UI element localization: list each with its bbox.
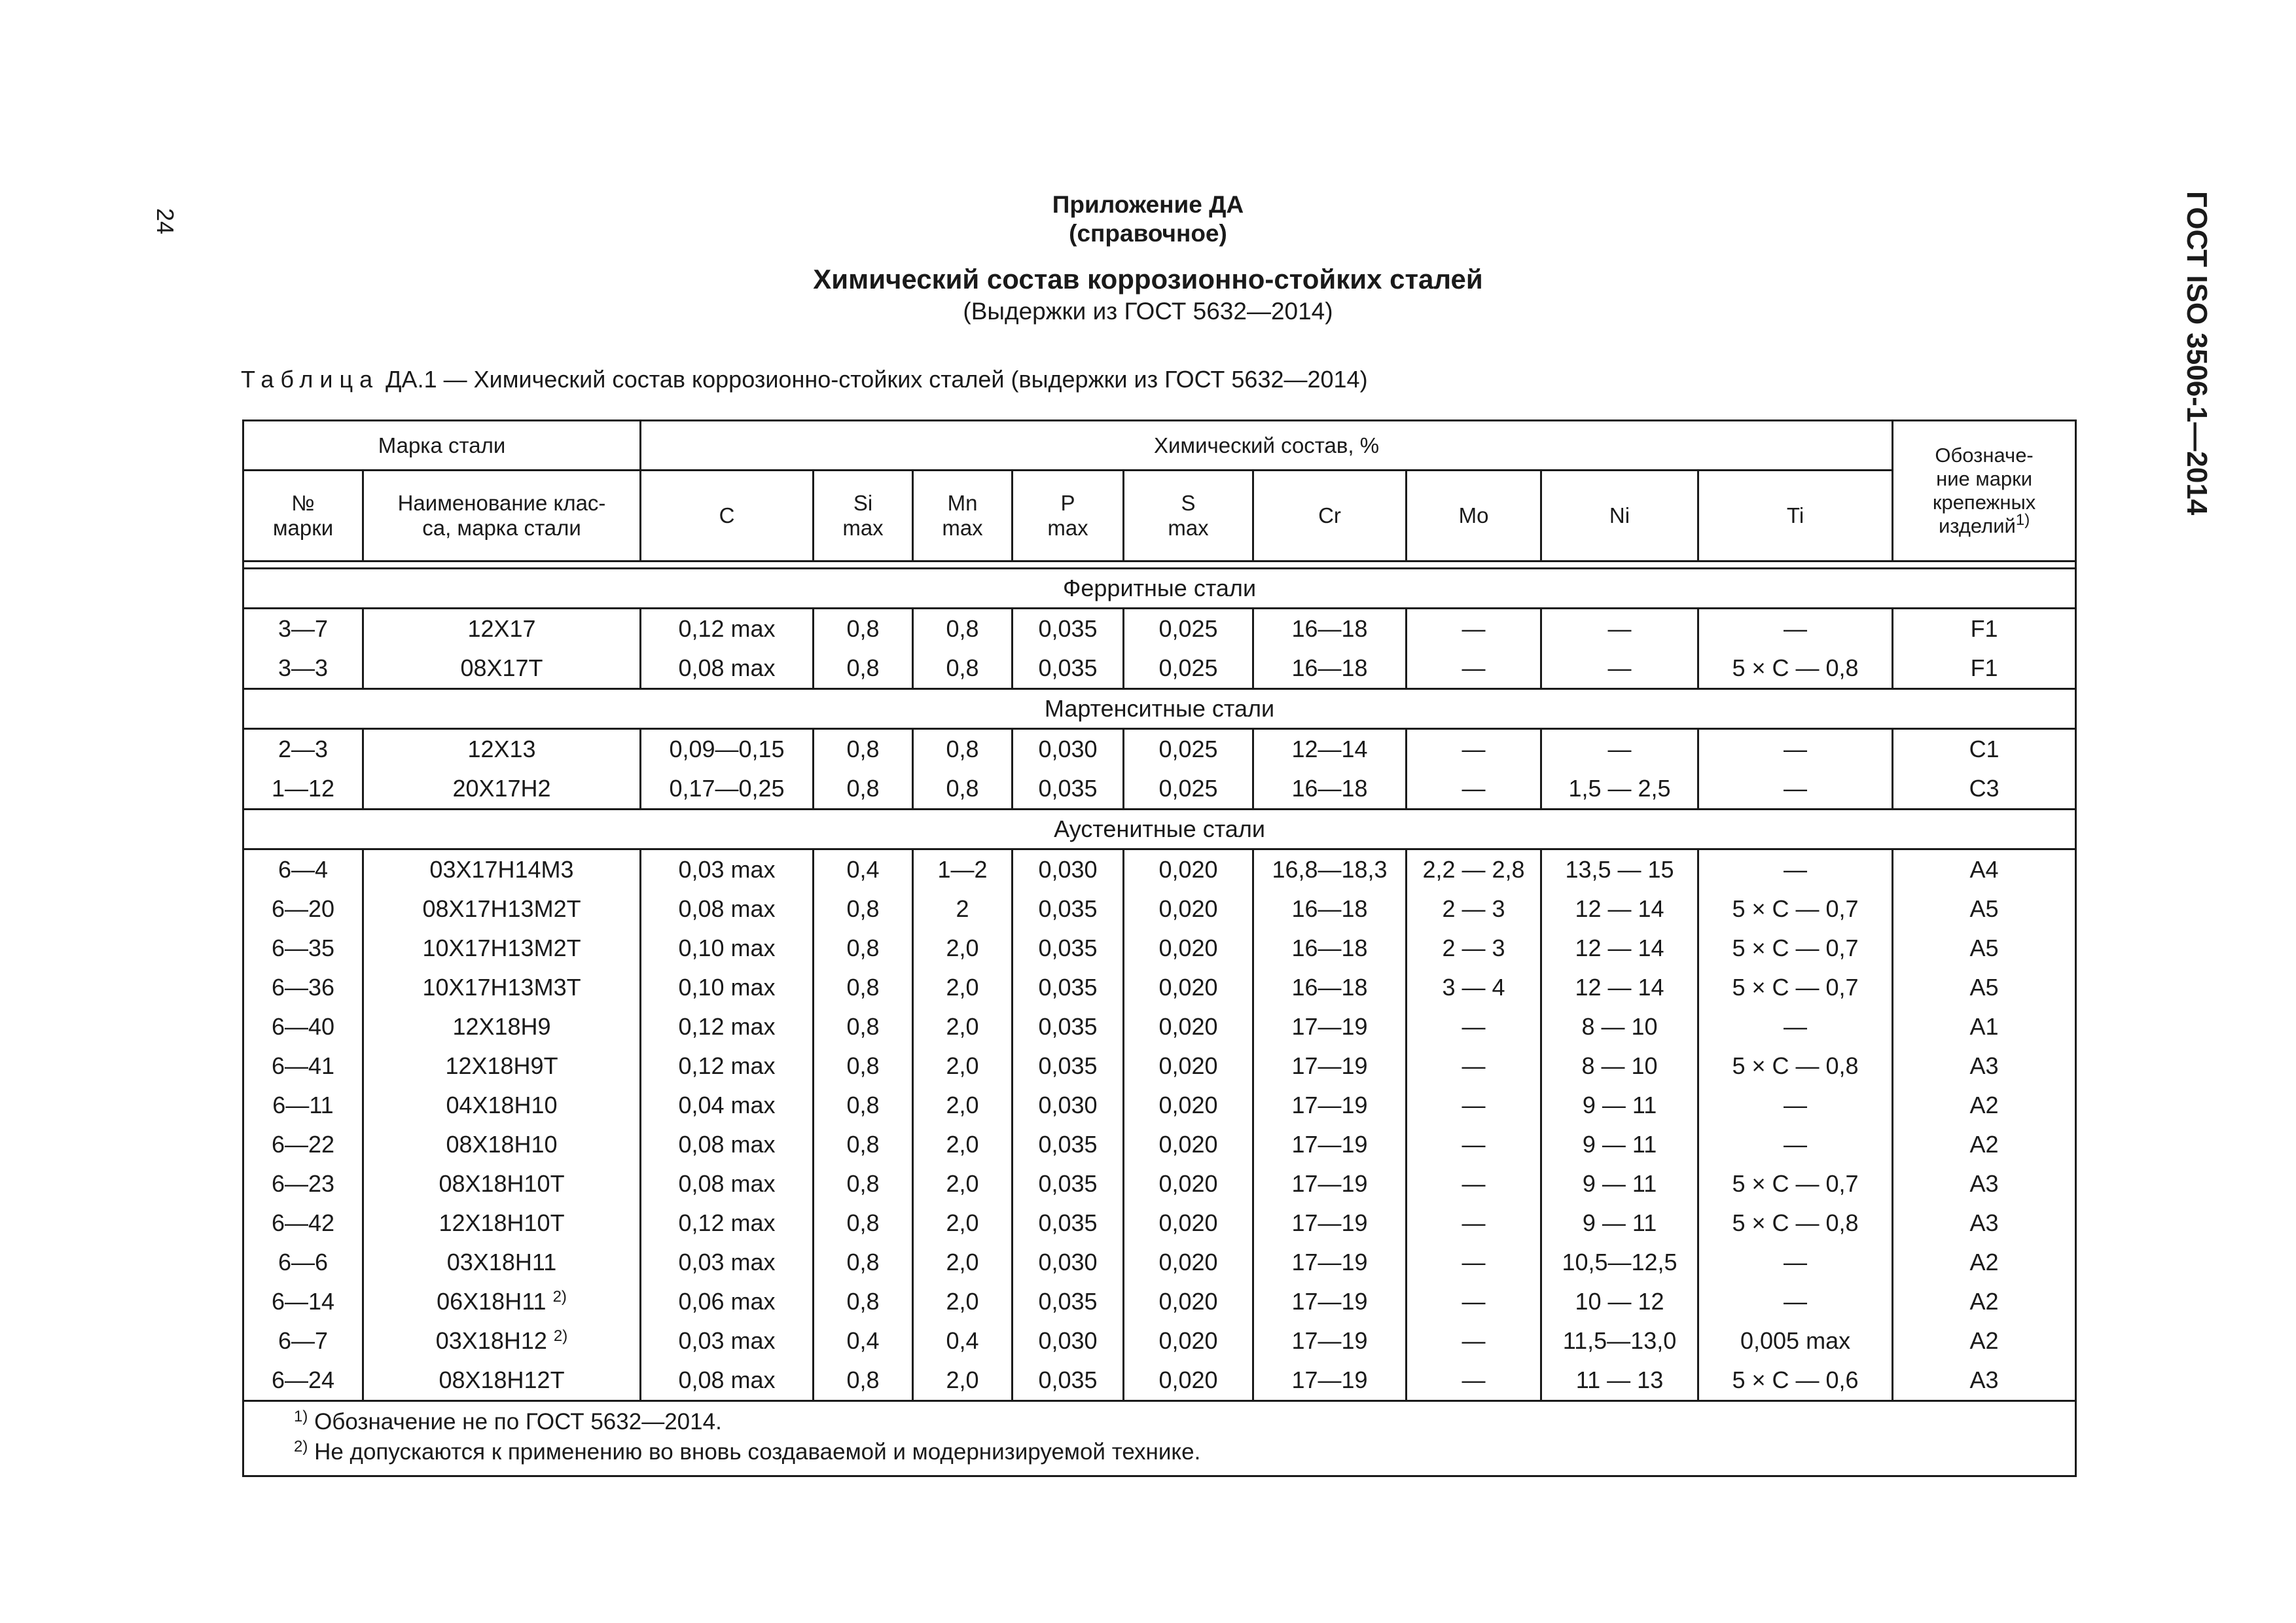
cell-si: 0,8 — [814, 1125, 913, 1164]
cell-grade: 10Х17Н13М2Т — [363, 929, 641, 968]
cell-mo: 2 — 3 — [1407, 929, 1541, 968]
table-row — [243, 1164, 2076, 1204]
appendix-title: Приложение ДА — [1052, 191, 1244, 218]
cell-ni: 8 — 10 — [1541, 1007, 1698, 1046]
table-caption-text: ДА.1 — Химический состав коррозионно-стойких сталей (выдержки из ГОСТ 5632—2014) — [386, 366, 1368, 393]
cell-p: 0,030 — [1013, 1243, 1124, 1282]
cell-designation: A3 — [1893, 1204, 2076, 1243]
cell-ni: 10,5—12,5 — [1541, 1243, 1698, 1282]
cell-s: 0,020 — [1124, 1321, 1253, 1361]
appendix-type: (справочное) — [1069, 220, 1227, 247]
cell-ti: — — [1698, 1125, 1893, 1164]
cell-ni: 9 — 11 — [1541, 1125, 1698, 1164]
cell-grade: 08Х18Н10 — [363, 1125, 641, 1164]
cell-mo: — — [1407, 729, 1541, 770]
cell-c: 0,03 max — [641, 1321, 814, 1361]
cell-ti: — — [1698, 849, 1893, 890]
cell-ti: — — [1698, 1007, 1893, 1046]
cell-mn: 2,0 — [913, 1125, 1013, 1164]
header-divider — [243, 562, 2076, 569]
cell-ni: 12 — 14 — [1541, 889, 1698, 929]
cell-s: 0,020 — [1124, 1361, 1253, 1401]
header-ni: Ni — [1541, 471, 1698, 562]
cell-mo: — — [1407, 1282, 1541, 1321]
cell-no: 6—20 — [243, 889, 363, 929]
cell-no: 6—35 — [243, 929, 363, 968]
cell-p: 0,035 — [1013, 1007, 1124, 1046]
cell-grade: 08Х18Н10Т — [363, 1164, 641, 1204]
cell-mn: 0,8 — [913, 649, 1013, 689]
cell-ti: — — [1698, 1282, 1893, 1321]
header-chemical-composition: Химический состав, % — [641, 421, 1893, 471]
cell-mn: 2,0 — [913, 929, 1013, 968]
cell-no: 6—4 — [243, 849, 363, 890]
cell-ti: — — [1698, 729, 1893, 770]
cell-cr: 17—19 — [1253, 1046, 1407, 1086]
cell-si: 0,8 — [814, 1086, 913, 1125]
cell-designation: A2 — [1893, 1282, 2076, 1321]
cell-cr: 12—14 — [1253, 729, 1407, 770]
cell-mo: — — [1407, 1243, 1541, 1282]
cell-c: 0,03 max — [641, 849, 814, 890]
cell-mn: 1—2 — [913, 849, 1013, 890]
header-ti: Ti — [1698, 471, 1893, 562]
cell-grade: 08Х17Н13М2Т — [363, 889, 641, 929]
table-row — [243, 609, 2076, 649]
table-row — [243, 849, 2076, 890]
section-title: Ферритные стали — [243, 569, 2076, 609]
cell-ti: — — [1698, 1243, 1893, 1282]
cell-c: 0,10 max — [641, 929, 814, 968]
cell-no: 6—24 — [243, 1361, 363, 1401]
table-row — [243, 1007, 2076, 1046]
cell-mo: — — [1407, 1204, 1541, 1243]
cell-mn: 2,0 — [913, 1164, 1013, 1204]
cell-grade: 12Х18Н10Т — [363, 1204, 641, 1243]
cell-s: 0,020 — [1124, 1046, 1253, 1086]
table-row — [243, 1046, 2076, 1086]
cell-cr: 17—19 — [1253, 1204, 1407, 1243]
cell-mn: 2,0 — [913, 968, 1013, 1007]
cell-c: 0,08 max — [641, 889, 814, 929]
cell-no: 6—23 — [243, 1164, 363, 1204]
cell-ti: 5 × C — 0,7 — [1698, 889, 1893, 929]
cell-ti: 5 × C — 0,7 — [1698, 968, 1893, 1007]
table-row — [243, 1361, 2076, 1401]
cell-c: 0,06 max — [641, 1282, 814, 1321]
cell-designation: A5 — [1893, 929, 2076, 968]
cell-si: 0,8 — [814, 1007, 913, 1046]
cell-grade: 12Х18Н9 — [363, 1007, 641, 1046]
cell-designation: F1 — [1893, 609, 2076, 649]
cell-no: 6—11 — [243, 1086, 363, 1125]
table-row — [243, 1282, 2076, 1321]
cell-c: 0,04 max — [641, 1086, 814, 1125]
cell-s: 0,020 — [1124, 929, 1253, 968]
table-row — [243, 1321, 2076, 1361]
cell-designation: A1 — [1893, 1007, 2076, 1046]
cell-grade: 10Х17Н13М3Т — [363, 968, 641, 1007]
cell-ni: 9 — 11 — [1541, 1086, 1698, 1125]
cell-mn: 2,0 — [913, 1046, 1013, 1086]
cell-si: 0,8 — [814, 729, 913, 770]
section-title: Аустенитные стали — [243, 810, 2076, 849]
cell-si: 0,4 — [814, 849, 913, 890]
cell-ni: 8 — 10 — [1541, 1046, 1698, 1086]
cell-ti: 5 × C — 0,8 — [1698, 649, 1893, 689]
cell-c: 0,03 max — [641, 1243, 814, 1282]
cell-p: 0,035 — [1013, 968, 1124, 1007]
cell-mo: — — [1407, 1125, 1541, 1164]
cell-cr: 17—19 — [1253, 1007, 1407, 1046]
cell-p: 0,030 — [1013, 1086, 1124, 1125]
cell-designation: A2 — [1893, 1086, 2076, 1125]
cell-ti: — — [1698, 609, 1893, 649]
cell-mo: — — [1407, 769, 1541, 810]
cell-c: 0,08 max — [641, 1361, 814, 1401]
cell-s: 0,020 — [1124, 849, 1253, 890]
cell-ti: — — [1698, 769, 1893, 810]
cell-s: 0,020 — [1124, 1086, 1253, 1125]
cell-mo: — — [1407, 1164, 1541, 1204]
cell-ni: 12 — 14 — [1541, 929, 1698, 968]
cell-c: 0,08 max — [641, 1125, 814, 1164]
table-row — [243, 729, 2076, 770]
cell-ti: 5 × C — 0,7 — [1698, 929, 1893, 968]
cell-no: 3—7 — [243, 609, 363, 649]
cell-s: 0,025 — [1124, 609, 1253, 649]
header-grade-name: Наименование клас- са, марка стали — [363, 471, 641, 562]
cell-no: 6—7 — [243, 1321, 363, 1361]
cell-grade: 04Х18Н10 — [363, 1086, 641, 1125]
cell-c: 0,09—0,15 — [641, 729, 814, 770]
cell-cr: 17—19 — [1253, 1282, 1407, 1321]
cell-p: 0,035 — [1013, 1282, 1124, 1321]
cell-mo: 2,2 — 2,8 — [1407, 849, 1541, 890]
cell-ni: — — [1541, 649, 1698, 689]
table-footnotes — [243, 1401, 2076, 1476]
cell-no: 6—6 — [243, 1243, 363, 1282]
cell-ti: 5 × C — 0,7 — [1698, 1164, 1893, 1204]
cell-grade: 12Х18Н9Т — [363, 1046, 641, 1086]
table-row — [243, 1086, 2076, 1125]
cell-no: 6—40 — [243, 1007, 363, 1046]
cell-mn: 2,0 — [913, 1282, 1013, 1321]
cell-grade: 06Х18Н11 $^{2)}$ — [363, 1282, 641, 1321]
cell-si: 0,8 — [814, 968, 913, 1007]
cell-p: 0,035 — [1013, 1046, 1124, 1086]
table-row — [243, 1125, 2076, 1164]
cell-mn: 2,0 — [913, 1243, 1013, 1282]
cell-no: 6—22 — [243, 1125, 363, 1164]
cell-designation: A4 — [1893, 849, 2076, 890]
cell-cr: 17—19 — [1253, 1164, 1407, 1204]
cell-mo: 2 — 3 — [1407, 889, 1541, 929]
cell-c: 0,12 max — [641, 1007, 814, 1046]
footnote: $^{2)}$ Не допускаются к применению во вновь создаваемой и модернизируемой технике. — [294, 1438, 1201, 1465]
cell-cr: 16—18 — [1253, 929, 1407, 968]
cell-grade: 12Х13 — [363, 729, 641, 770]
document-subtitle: (Выдержки из ГОСТ 5632—2014) — [963, 298, 1333, 325]
cell-s: 0,020 — [1124, 889, 1253, 929]
table-row — [243, 929, 2076, 968]
cell-mo: — — [1407, 1086, 1541, 1125]
header-grade-number: № марки — [243, 471, 363, 562]
cell-si: 0,8 — [814, 649, 913, 689]
cell-s: 0,020 — [1124, 1204, 1253, 1243]
header-c: C — [641, 471, 814, 562]
cell-mo: — — [1407, 1046, 1541, 1086]
cell-no: 1—12 — [243, 769, 363, 810]
footnote: $^{1)}$ Обозначение не по ГОСТ 5632—2014. — [294, 1408, 722, 1435]
cell-designation: A3 — [1893, 1046, 2076, 1086]
cell-s: 0,025 — [1124, 649, 1253, 689]
cell-mo: — — [1407, 1361, 1541, 1401]
cell-grade: 08Х17Т — [363, 649, 641, 689]
cell-ni: — — [1541, 729, 1698, 770]
cell-cr: 16—18 — [1253, 889, 1407, 929]
cell-mn: 2,0 — [913, 1007, 1013, 1046]
footnote-marker: 2) — [552, 1288, 567, 1306]
cell-c: 0,10 max — [641, 968, 814, 1007]
cell-ni: 9 — 11 — [1541, 1204, 1698, 1243]
cell-p: 0,035 — [1013, 1204, 1124, 1243]
section-title: Мартенситные стали — [243, 689, 2076, 729]
cell-cr: 17—19 — [1253, 1086, 1407, 1125]
cell-c: 0,17—0,25 — [641, 769, 814, 810]
table-row — [243, 769, 2076, 810]
cell-ni: 1,5 — 2,5 — [1541, 769, 1698, 810]
cell-ni: 11,5—13,0 — [1541, 1321, 1698, 1361]
cell-ni: 12 — 14 — [1541, 968, 1698, 1007]
header-si: Si max — [814, 471, 913, 562]
cell-grade: 03Х17Н14М3 — [363, 849, 641, 890]
table-row — [243, 889, 2076, 929]
cell-si: 0,8 — [814, 1243, 913, 1282]
cell-c: 0,12 max — [641, 1046, 814, 1086]
cell-grade: 08Х18Н12Т — [363, 1361, 641, 1401]
header-cr: Cr — [1253, 471, 1407, 562]
cell-ni: 11 — 13 — [1541, 1361, 1698, 1401]
cell-si: 0,8 — [814, 609, 913, 649]
cell-s: 0,020 — [1124, 1125, 1253, 1164]
cell-ni: 9 — 11 — [1541, 1164, 1698, 1204]
cell-p: 0,035 — [1013, 889, 1124, 929]
cell-p: 0,035 — [1013, 769, 1124, 810]
cell-grade: 03Х18Н11 — [363, 1243, 641, 1282]
cell-grade: 12Х17 — [363, 609, 641, 649]
cell-mn: 0,8 — [913, 609, 1013, 649]
chemical-composition-table — [242, 419, 2077, 1477]
cell-no: 3—3 — [243, 649, 363, 689]
cell-mn: 0,4 — [913, 1321, 1013, 1361]
cell-mn: 0,8 — [913, 769, 1013, 810]
cell-mn: 2,0 — [913, 1361, 1013, 1401]
cell-mo: — — [1407, 609, 1541, 649]
cell-s: 0,020 — [1124, 968, 1253, 1007]
cell-p: 0,035 — [1013, 929, 1124, 968]
cell-p: 0,035 — [1013, 1164, 1124, 1204]
cell-s: 0,025 — [1124, 729, 1253, 770]
cell-si: 0,8 — [814, 769, 913, 810]
cell-cr: 16,8—18,3 — [1253, 849, 1407, 890]
cell-p: 0,035 — [1013, 1125, 1124, 1164]
header-s: S max — [1124, 471, 1253, 562]
table-body — [243, 569, 2076, 1401]
cell-ti: 5 × C — 0,6 — [1698, 1361, 1893, 1401]
cell-cr: 16—18 — [1253, 769, 1407, 810]
cell-si: 0,8 — [814, 929, 913, 968]
cell-ni: 10 — 12 — [1541, 1282, 1698, 1321]
cell-ti: 0,005 max — [1698, 1321, 1893, 1361]
cell-cr: 16—18 — [1253, 649, 1407, 689]
cell-cr: 17—19 — [1253, 1361, 1407, 1401]
cell-ti: 5 × C — 0,8 — [1698, 1204, 1893, 1243]
cell-mo: 3 — 4 — [1407, 968, 1541, 1007]
cell-p: 0,030 — [1013, 729, 1124, 770]
cell-c: 0,12 max — [641, 1204, 814, 1243]
document-code: ГОСТ ISO 3506-1—2014 — [2181, 191, 2213, 516]
cell-designation: A2 — [1893, 1243, 2076, 1282]
cell-mn: 2 — [913, 889, 1013, 929]
cell-no: 6—14 — [243, 1282, 363, 1321]
cell-mo: — — [1407, 1007, 1541, 1046]
footnote-marker: 2) — [553, 1327, 568, 1345]
cell-s: 0,020 — [1124, 1282, 1253, 1321]
cell-grade: 20Х17Н2 — [363, 769, 641, 810]
cell-cr: 17—19 — [1253, 1125, 1407, 1164]
cell-c: 0,08 max — [641, 649, 814, 689]
cell-mo: — — [1407, 649, 1541, 689]
cell-p: 0,030 — [1013, 1321, 1124, 1361]
cell-mo: — — [1407, 1321, 1541, 1361]
table-caption-label: Таблица — [241, 366, 380, 393]
cell-p: 0,030 — [1013, 849, 1124, 890]
table-row — [243, 649, 2076, 689]
cell-designation: F1 — [1893, 649, 2076, 689]
header-steel-grade: Марка стали — [243, 421, 641, 471]
table-caption — [241, 365, 1368, 394]
cell-s: 0,020 — [1124, 1164, 1253, 1204]
cell-c: 0,08 max — [641, 1164, 814, 1204]
cell-designation: A2 — [1893, 1125, 2076, 1164]
cell-p: 0,035 — [1013, 1361, 1124, 1401]
header-fastener-designation: Обозначе- ние марки крепежных изделий$^{1)}$ — [1893, 421, 2076, 562]
cell-si: 0,8 — [814, 1164, 913, 1204]
cell-si: 0,8 — [814, 889, 913, 929]
cell-designation: A5 — [1893, 889, 2076, 929]
cell-mn: 2,0 — [913, 1204, 1013, 1243]
cell-no: 6—41 — [243, 1046, 363, 1086]
cell-mn: 0,8 — [913, 729, 1013, 770]
cell-no: 2—3 — [243, 729, 363, 770]
cell-designation: C1 — [1893, 729, 2076, 770]
page-number: 24 — [152, 208, 179, 235]
cell-ni: — — [1541, 609, 1698, 649]
cell-designation: A3 — [1893, 1164, 2076, 1204]
cell-ni: 13,5 — 15 — [1541, 849, 1698, 890]
cell-s: 0,020 — [1124, 1243, 1253, 1282]
document-title: Химический состав коррозионно-стойких сталей — [813, 264, 1483, 294]
cell-c: 0,12 max — [641, 609, 814, 649]
table-header — [243, 421, 2076, 569]
cell-si: 0,8 — [814, 1361, 913, 1401]
cell-cr: 17—19 — [1253, 1243, 1407, 1282]
table-row — [243, 1204, 2076, 1243]
cell-no: 6—36 — [243, 968, 363, 1007]
cell-cr: 16—18 — [1253, 968, 1407, 1007]
cell-cr: 16—18 — [1253, 609, 1407, 649]
cell-designation: A3 — [1893, 1361, 2076, 1401]
cell-grade: 03Х18Н12 $^{2)}$ — [363, 1321, 641, 1361]
cell-p: 0,035 — [1013, 649, 1124, 689]
cell-p: 0,035 — [1013, 609, 1124, 649]
header-mo: Mo — [1407, 471, 1541, 562]
cell-designation: A5 — [1893, 968, 2076, 1007]
cell-cr: 17—19 — [1253, 1321, 1407, 1361]
header-mn: Mn max — [913, 471, 1013, 562]
cell-si: 0,8 — [814, 1282, 913, 1321]
cell-s: 0,025 — [1124, 769, 1253, 810]
cell-si: 0,8 — [814, 1046, 913, 1086]
cell-si: 0,4 — [814, 1321, 913, 1361]
table-row — [243, 968, 2076, 1007]
table-row — [243, 1243, 2076, 1282]
cell-mn: 2,0 — [913, 1086, 1013, 1125]
cell-si: 0,8 — [814, 1204, 913, 1243]
cell-designation: A2 — [1893, 1321, 2076, 1361]
cell-s: 0,020 — [1124, 1007, 1253, 1046]
cell-no: 6—42 — [243, 1204, 363, 1243]
cell-designation: C3 — [1893, 769, 2076, 810]
cell-ti: 5 × C — 0,8 — [1698, 1046, 1893, 1086]
cell-ti: — — [1698, 1086, 1893, 1125]
header-p: P max — [1013, 471, 1124, 562]
